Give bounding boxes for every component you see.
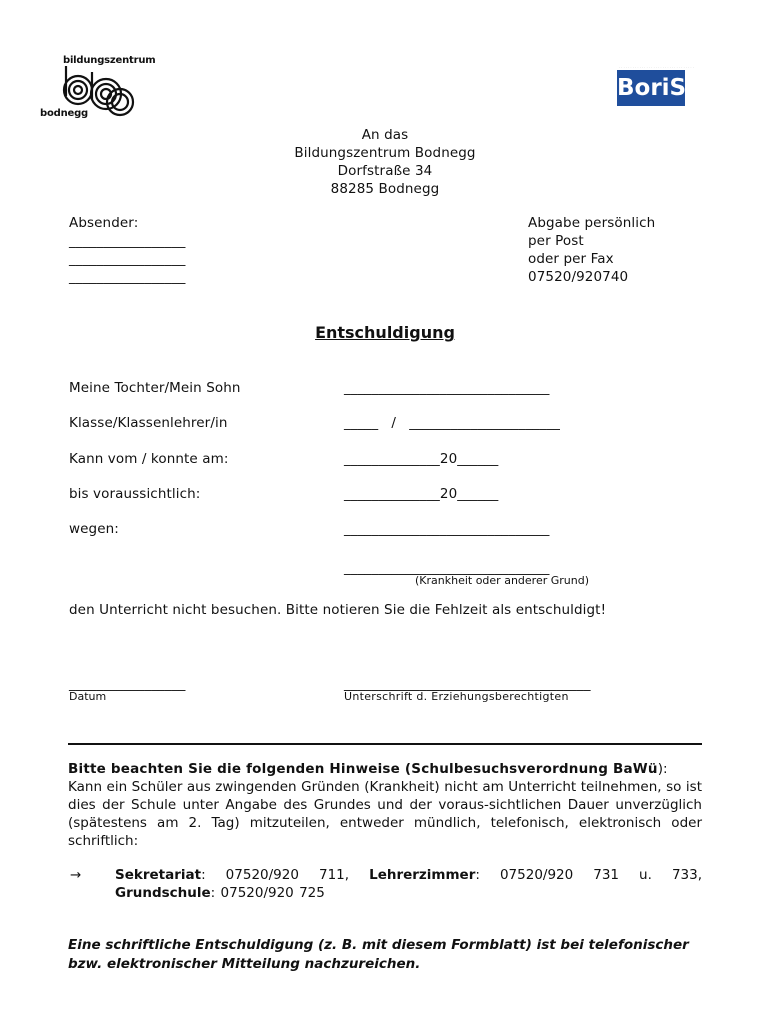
field-line-child[interactable]: ______________________________ <box>344 380 550 396</box>
field-label-class: Klasse/Klassenlehrer/in <box>69 415 228 431</box>
signature-line[interactable]: ____________________________________ <box>344 676 591 692</box>
field-label-reason: wegen: <box>69 521 119 537</box>
boris-logo: BoriS <box>617 70 685 106</box>
sekretariat-number: : 07520/920 711, <box>201 867 350 883</box>
field-label-child: Meine Tochter/Mein Sohn <box>69 380 241 396</box>
grundschule-number: : 07520/920 725 <box>210 885 325 901</box>
sender-line[interactable]: _________________ <box>69 251 186 267</box>
title-text: Entschuldigung <box>315 323 455 342</box>
arrow-icon: → <box>70 867 82 883</box>
sekretariat-label: Sekretariat <box>115 867 202 883</box>
lehrerzimmer-label: Lehrerzimmer <box>369 867 476 883</box>
field-line-until[interactable]: ______________20______ <box>344 486 499 502</box>
notice-block <box>68 760 702 850</box>
field-line-reason[interactable]: ______________________________ <box>344 521 550 537</box>
recipient-line: An das <box>361 127 409 143</box>
field-label-until: bis voraussichtlich: <box>69 486 201 502</box>
bildungszentrum-logo <box>36 52 156 124</box>
recipient-line: 88285 Bodnegg <box>330 181 440 197</box>
notice-heading-end: ): <box>657 761 668 777</box>
divider <box>68 743 702 745</box>
delivery-line: per Post <box>528 233 584 249</box>
sender-line[interactable]: _________________ <box>69 269 186 285</box>
reason-caption: (Krankheit oder anderer Grund) <box>414 574 589 587</box>
field-line-reason-2[interactable]: ______________________________ <box>344 560 550 576</box>
logo-top-text: bildungszentrum <box>63 55 156 66</box>
recipient-line: Dorfstraße 34 <box>337 163 433 179</box>
statement-text: den Unterricht nicht besuchen. Bitte notieren Sie die Fehlzeit als entschuldigt! <box>69 602 607 618</box>
recipient-line: Bildungszentrum Bodnegg <box>294 145 476 161</box>
delivery-block <box>528 214 655 286</box>
sender-line[interactable]: _________________ <box>69 233 186 249</box>
grundschule-label: Grundschule <box>115 885 211 901</box>
contact-block <box>68 866 702 902</box>
delivery-line: Abgabe persönlich <box>528 215 656 231</box>
signature-label: Unterschrift d. Erziehungsberechtigten <box>344 690 569 703</box>
field-line-class[interactable]: _____ / ______________________ <box>344 415 560 431</box>
boris-tagline: · · · · · · · · · · · · · · · · · · · · · · · · · · · · · · · · · <box>619 65 694 69</box>
sender-block <box>69 214 185 286</box>
recipient-address <box>0 126 770 198</box>
date-label: Datum <box>69 690 107 703</box>
notice-heading <box>68 760 702 778</box>
field-line-from[interactable]: ______________20______ <box>344 451 499 467</box>
lehrerzimmer-number: : 07520/920 731 u. 733, <box>475 867 703 883</box>
fax-number: 07520/920740 <box>528 269 629 285</box>
notice-body: Kann ein Schüler aus zwingenden Gründen (Krankheit) nicht am Unterricht teilnehmen, so ist dies der Schule unter Angabe des Grundes und der voraus-sichtlichen Dauer unverzüglich (spätestens am 2. Tag) mitzuteilen, entweder mündlich, telefonisch, elektronisch oder schriftlich: <box>68 779 702 849</box>
final-note: Eine schriftliche Entschuldigung (z. B. mit diesem Formblatt) ist bei telefonischer bzw. elektronischer Mitteilung nachzureichen. <box>68 937 689 972</box>
contact-text <box>115 866 702 902</box>
notice-heading-text: Bitte beachten Sie die folgenden Hinweise (Schulbesuchsverordnung BaWü <box>68 761 658 777</box>
delivery-line: oder per Fax <box>528 251 614 267</box>
page-title <box>0 323 770 342</box>
sender-label: Absender: <box>69 215 139 231</box>
date-line[interactable]: _________________ <box>69 676 186 692</box>
logo-bottom-text: bodnegg <box>40 108 89 119</box>
field-label-from: Kann vom / konnte am: <box>69 451 229 467</box>
